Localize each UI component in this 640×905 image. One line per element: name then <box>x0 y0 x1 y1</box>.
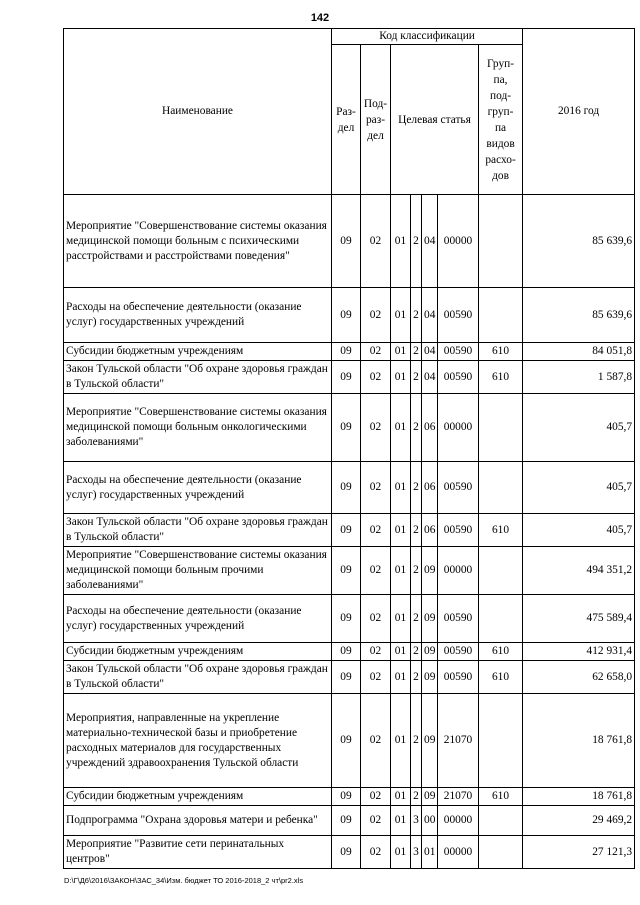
row-target-subprogram: 2 <box>411 462 422 514</box>
row-subsection: 02 <box>361 288 391 343</box>
row-section: 09 <box>332 694 361 788</box>
row-amount: 412 931,4 <box>523 643 635 661</box>
row-target-direction: 00590 <box>438 514 479 547</box>
row-target-direction: 00590 <box>438 288 479 343</box>
table-row <box>64 343 635 361</box>
header-subsection: Под- раз- дел <box>361 45 391 195</box>
row-target-direction: 00590 <box>438 361 479 394</box>
row-target-program: 01 <box>391 462 411 514</box>
row-target-program: 01 <box>391 394 411 462</box>
row-target-program: 01 <box>391 661 411 694</box>
row-expense-group <box>479 462 523 514</box>
row-target-event: 00 <box>422 806 438 836</box>
header-section: Раз- дел <box>332 45 361 195</box>
table-row <box>64 643 635 661</box>
row-expense-group: 610 <box>479 361 523 394</box>
row-target-program: 01 <box>391 806 411 836</box>
table-row <box>64 595 635 643</box>
row-target-event: 06 <box>422 394 438 462</box>
row-amount: 494 351,2 <box>523 547 635 595</box>
row-amount: 1 587,8 <box>523 361 635 394</box>
row-target-program: 01 <box>391 514 411 547</box>
row-target-direction: 00000 <box>438 547 479 595</box>
row-target-direction: 21070 <box>438 788 479 806</box>
row-subsection: 02 <box>361 788 391 806</box>
row-target-subprogram: 2 <box>411 547 422 595</box>
row-target-direction: 00590 <box>438 661 479 694</box>
row-target-subprogram: 2 <box>411 195 422 288</box>
header-year: 2016 год <box>523 29 635 195</box>
row-subsection: 02 <box>361 836 391 869</box>
row-expense-group <box>479 195 523 288</box>
row-target-direction: 00000 <box>438 836 479 869</box>
row-target-event: 06 <box>422 514 438 547</box>
row-amount: 62 658,0 <box>523 661 635 694</box>
row-section: 09 <box>332 788 361 806</box>
row-amount: 475 589,4 <box>523 595 635 643</box>
row-target-program: 01 <box>391 788 411 806</box>
table-row <box>64 288 635 343</box>
row-target-program: 01 <box>391 836 411 869</box>
row-section: 09 <box>332 462 361 514</box>
row-target-program: 01 <box>391 361 411 394</box>
row-expense-group: 610 <box>479 343 523 361</box>
row-subsection: 02 <box>361 547 391 595</box>
row-amount: 405,7 <box>523 394 635 462</box>
row-target-subprogram: 2 <box>411 643 422 661</box>
row-target-event: 04 <box>422 288 438 343</box>
row-amount: 18 761,8 <box>523 694 635 788</box>
row-target-program: 01 <box>391 547 411 595</box>
row-section: 09 <box>332 661 361 694</box>
table-row <box>64 694 635 788</box>
row-target-event: 04 <box>422 361 438 394</box>
row-target-subprogram: 2 <box>411 394 422 462</box>
row-name: Мероприятие "Совершенствование системы оказания медицинской помощи больным прочими заболеваниями" <box>64 547 332 595</box>
row-target-subprogram: 2 <box>411 288 422 343</box>
row-target-subprogram: 2 <box>411 361 422 394</box>
row-amount: 27 121,3 <box>523 836 635 869</box>
row-expense-group <box>479 394 523 462</box>
row-target-subprogram: 2 <box>411 514 422 547</box>
row-name: Субсидии бюджетным учреждениям <box>64 343 332 361</box>
row-name: Мероприятие "Развитие сети перинатальных центров" <box>64 836 332 869</box>
row-target-direction: 00590 <box>438 462 479 514</box>
row-target-subprogram: 3 <box>411 836 422 869</box>
row-amount: 85 639,6 <box>523 195 635 288</box>
row-amount: 405,7 <box>523 462 635 514</box>
row-subsection: 02 <box>361 361 391 394</box>
row-target-program: 01 <box>391 643 411 661</box>
budget-table <box>63 28 635 869</box>
row-name: Мероприятие "Совершенствование системы оказания медицинской помощи больным с психическими расстройствами и расстройствами поведения" <box>64 195 332 288</box>
row-target-event: 09 <box>422 661 438 694</box>
row-expense-group: 610 <box>479 514 523 547</box>
row-target-program: 01 <box>391 288 411 343</box>
row-expense-group <box>479 595 523 643</box>
row-name: Субсидии бюджетным учреждениям <box>64 788 332 806</box>
row-target-subprogram: 2 <box>411 343 422 361</box>
row-amount: 85 639,6 <box>523 288 635 343</box>
row-section: 09 <box>332 643 361 661</box>
row-subsection: 02 <box>361 394 391 462</box>
row-target-direction: 21070 <box>438 694 479 788</box>
row-name: Субсидии бюджетным учреждениям <box>64 643 332 661</box>
row-section: 09 <box>332 595 361 643</box>
row-section: 09 <box>332 288 361 343</box>
row-expense-group: 610 <box>479 788 523 806</box>
row-expense-group <box>479 694 523 788</box>
row-subsection: 02 <box>361 694 391 788</box>
row-subsection: 02 <box>361 806 391 836</box>
file-path-footer: D:\Г\Д6\2016\ЗАКОН\ЗАС_34\Изм. бюджет ТО 2016-2018_2 чт\pr2.xls <box>64 876 304 885</box>
table-row <box>64 394 635 462</box>
row-target-subprogram: 2 <box>411 788 422 806</box>
row-target-direction: 00000 <box>438 394 479 462</box>
row-amount: 405,7 <box>523 514 635 547</box>
row-amount: 29 469,2 <box>523 806 635 836</box>
row-target-direction: 00590 <box>438 643 479 661</box>
row-subsection: 02 <box>361 661 391 694</box>
row-name: Мероприятия, направленные на укрепление материально-технической базы и приобретение расходных материалов для государственных учреждений здравоохранения Тульской области <box>64 694 332 788</box>
row-target-direction: 00590 <box>438 343 479 361</box>
row-section: 09 <box>332 361 361 394</box>
row-target-event: 09 <box>422 694 438 788</box>
table-row <box>64 836 635 869</box>
row-target-event: 09 <box>422 595 438 643</box>
row-expense-group: 610 <box>479 661 523 694</box>
header-name: Наименование <box>64 29 332 195</box>
row-subsection: 02 <box>361 462 391 514</box>
row-name: Закон Тульской области "Об охране здоровья граждан в Тульской области" <box>64 514 332 547</box>
row-target-program: 01 <box>391 694 411 788</box>
row-name: Расходы на обеспечение деятельности (оказание услуг) государственных учреждений <box>64 595 332 643</box>
row-target-program: 01 <box>391 595 411 643</box>
table-row <box>64 195 635 288</box>
row-section: 09 <box>332 806 361 836</box>
table-row <box>64 462 635 514</box>
table-row <box>64 806 635 836</box>
row-target-event: 04 <box>422 195 438 288</box>
row-target-direction: 00000 <box>438 195 479 288</box>
row-section: 09 <box>332 195 361 288</box>
row-name: Закон Тульской области "Об охране здоровья граждан в Тульской области" <box>64 661 332 694</box>
row-target-subprogram: 3 <box>411 806 422 836</box>
row-target-program: 01 <box>391 343 411 361</box>
table-row <box>64 661 635 694</box>
row-target-event: 01 <box>422 836 438 869</box>
row-section: 09 <box>332 836 361 869</box>
row-target-direction: 00000 <box>438 806 479 836</box>
row-section: 09 <box>332 394 361 462</box>
row-name: Мероприятие "Совершенствование системы оказания медицинской помощи больным онкологическими заболеваниями" <box>64 394 332 462</box>
table-row <box>64 547 635 595</box>
row-amount: 18 761,8 <box>523 788 635 806</box>
header-target: Целевая статья <box>391 45 479 195</box>
row-target-event: 09 <box>422 547 438 595</box>
row-name: Подпрограмма "Охрана здоровья матери и ребенка" <box>64 806 332 836</box>
row-subsection: 02 <box>361 195 391 288</box>
row-expense-group <box>479 806 523 836</box>
row-subsection: 02 <box>361 343 391 361</box>
row-target-program: 01 <box>391 195 411 288</box>
row-target-event: 09 <box>422 643 438 661</box>
row-name: Закон Тульской области "Об охране здоровья граждан в Тульской области" <box>64 361 332 394</box>
row-expense-group <box>479 288 523 343</box>
row-subsection: 02 <box>361 595 391 643</box>
page-number: 142 <box>310 12 330 24</box>
row-expense-group <box>479 547 523 595</box>
table-row <box>64 788 635 806</box>
row-name: Расходы на обеспечение деятельности (оказание услуг) государственных учреждений <box>64 462 332 514</box>
table-row <box>64 361 635 394</box>
row-subsection: 02 <box>361 643 391 661</box>
row-target-subprogram: 2 <box>411 595 422 643</box>
row-section: 09 <box>332 514 361 547</box>
row-subsection: 02 <box>361 514 391 547</box>
header-code: Код классификации <box>332 29 523 45</box>
row-expense-group <box>479 836 523 869</box>
row-section: 09 <box>332 343 361 361</box>
row-section: 09 <box>332 547 361 595</box>
row-target-direction: 00590 <box>438 595 479 643</box>
row-amount: 84 051,8 <box>523 343 635 361</box>
table-row <box>64 514 635 547</box>
header-group: Груп- па, под- груп- па видов расхо- дов <box>479 45 523 195</box>
row-target-event: 09 <box>422 788 438 806</box>
row-target-event: 06 <box>422 462 438 514</box>
row-target-event: 04 <box>422 343 438 361</box>
row-target-subprogram: 2 <box>411 694 422 788</box>
row-target-subprogram: 2 <box>411 661 422 694</box>
row-name: Расходы на обеспечение деятельности (оказание услуг) государственных учреждений <box>64 288 332 343</box>
row-expense-group: 610 <box>479 643 523 661</box>
